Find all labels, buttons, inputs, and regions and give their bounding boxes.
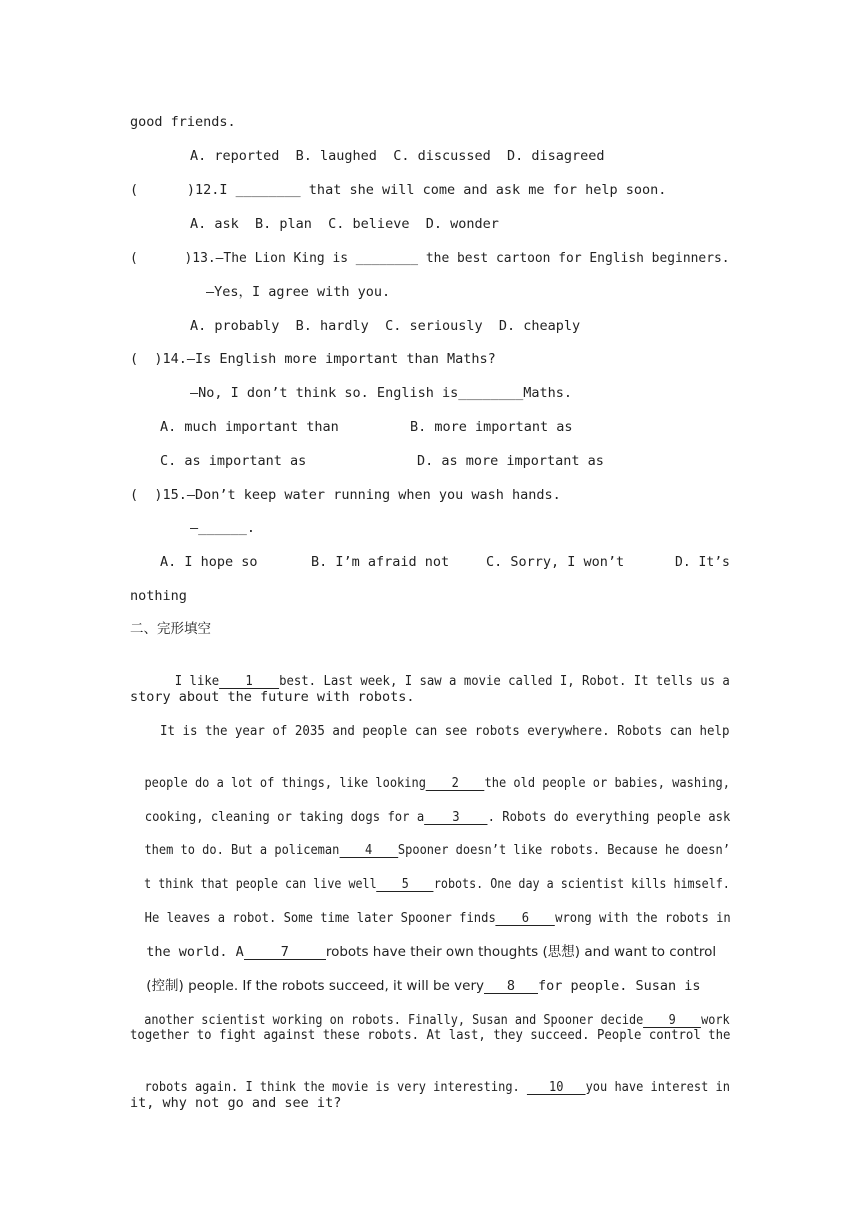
- option-q14-d: D. as more important as: [417, 453, 604, 469]
- blank-4[interactable]: 4: [339, 842, 398, 858]
- option-q14-c: C. as important as: [160, 453, 307, 469]
- question-15: ( )15.—Don’t keep water running when you wash hands.: [130, 487, 561, 503]
- question-12: ( )12.I ________ that she will come and ask me for help soon.: [130, 182, 667, 198]
- blank-1[interactable]: 1: [219, 673, 279, 689]
- q15-reply: —______.: [190, 520, 256, 536]
- q14-reply: —No, I don’t think so. English is________Maths.: [190, 385, 573, 401]
- q13-reply: —Yes，I agree with you.: [206, 284, 391, 300]
- passage-text: wrong with the robots in: [555, 910, 731, 926]
- options-q12: A. ask B. plan C. believe D. wonder: [190, 216, 499, 232]
- passage-line: [130, 1060, 730, 1096]
- options-q13: A. probably B. hardly C. seriously D. cheaply: [190, 318, 581, 334]
- option-q15-a: A. I hope so: [160, 554, 258, 570]
- passage-text: them to do. But a policeman: [144, 842, 340, 858]
- passage-text: the old people or babies, washing,: [484, 775, 730, 791]
- blank-6[interactable]: 6: [496, 910, 555, 926]
- passage-text: cooking, cleaning or taking dogs for a: [144, 809, 425, 825]
- passage-line: [130, 857, 730, 893]
- text-line: good friends.: [130, 114, 236, 130]
- blank-7[interactable]: 7: [244, 944, 326, 960]
- option-q15-c: C. Sorry, I won’t: [486, 554, 625, 570]
- passage-text: robots again. I think the movie is very interesting.: [144, 1079, 520, 1095]
- passage-text: best. Last week, I saw a movie called I, Robot. It tells us a: [279, 673, 730, 689]
- question-14: ( )14.—Is English more important than Maths?: [130, 351, 496, 367]
- passage-line: it, why not go and see it?: [130, 1095, 342, 1111]
- passage-line: [160, 654, 730, 690]
- passage-text: work: [701, 1012, 730, 1028]
- passage-text: He leaves a robot. Some time later Spooner finds: [144, 910, 496, 926]
- passage-line: [130, 891, 731, 927]
- passage-line: together to fight against these robots. At last, they succeed. People control the: [130, 1027, 731, 1043]
- option-q15-b: B. I’m afraid not: [311, 554, 450, 570]
- passage-text: people do a lot of things, like looking: [144, 775, 426, 791]
- blank-5[interactable]: 5: [377, 876, 434, 892]
- option-q15-d: D. It’s: [675, 554, 730, 570]
- blank-10[interactable]: 10: [527, 1079, 586, 1095]
- option-q15-d-wrap: nothing: [130, 588, 187, 604]
- passage-line: [130, 959, 701, 995]
- passage-text: another scientist working on robots. Finally, Susan and Spooner decide: [144, 1012, 644, 1028]
- passage-line: [130, 756, 730, 792]
- section-heading: 二、完形填空: [130, 621, 211, 637]
- passage-text: I like: [174, 673, 220, 689]
- passage-line: story about the future with robots.: [130, 689, 415, 705]
- option-q14-b: B. more important as: [410, 419, 573, 435]
- passage-text: robots. One day a scientist kills himself.: [433, 876, 730, 892]
- blank-8[interactable]: 8: [484, 978, 538, 994]
- passage-line: It is the year of 2035 and people can see robots everywhere. Robots can help: [160, 723, 730, 739]
- options-q11: A. reported B. laughed C. discussed D. disagreed: [190, 148, 605, 164]
- option-q14-a: A. much important than: [160, 419, 339, 435]
- question-13: ( )13.—The Lion King is ________ the best cartoon for English beginners.: [130, 250, 730, 266]
- passage-text: . Robots do everything people ask: [487, 809, 731, 825]
- blank-3[interactable]: 3: [424, 809, 487, 825]
- passage-line: [130, 790, 730, 826]
- passage-text: Spooner doesn’t like robots. Because he doesn’: [397, 842, 730, 858]
- passage-line: [130, 823, 730, 859]
- passage-text: you have interest in: [585, 1079, 730, 1095]
- passage-text: the world. A: [146, 944, 244, 960]
- passage-text: robots have their own thoughts (思想) and want to control: [325, 944, 717, 960]
- blank-9[interactable]: 9: [643, 1012, 701, 1028]
- passage-text: (控制) people. If the robots succeed, it will be very: [146, 978, 484, 994]
- blank-2[interactable]: 2: [426, 775, 485, 791]
- passage-line: [130, 925, 716, 961]
- passage-line: [130, 993, 730, 1029]
- passage-text: t think that people can live well: [144, 876, 377, 892]
- passage-text: for people. Susan is: [537, 978, 701, 994]
